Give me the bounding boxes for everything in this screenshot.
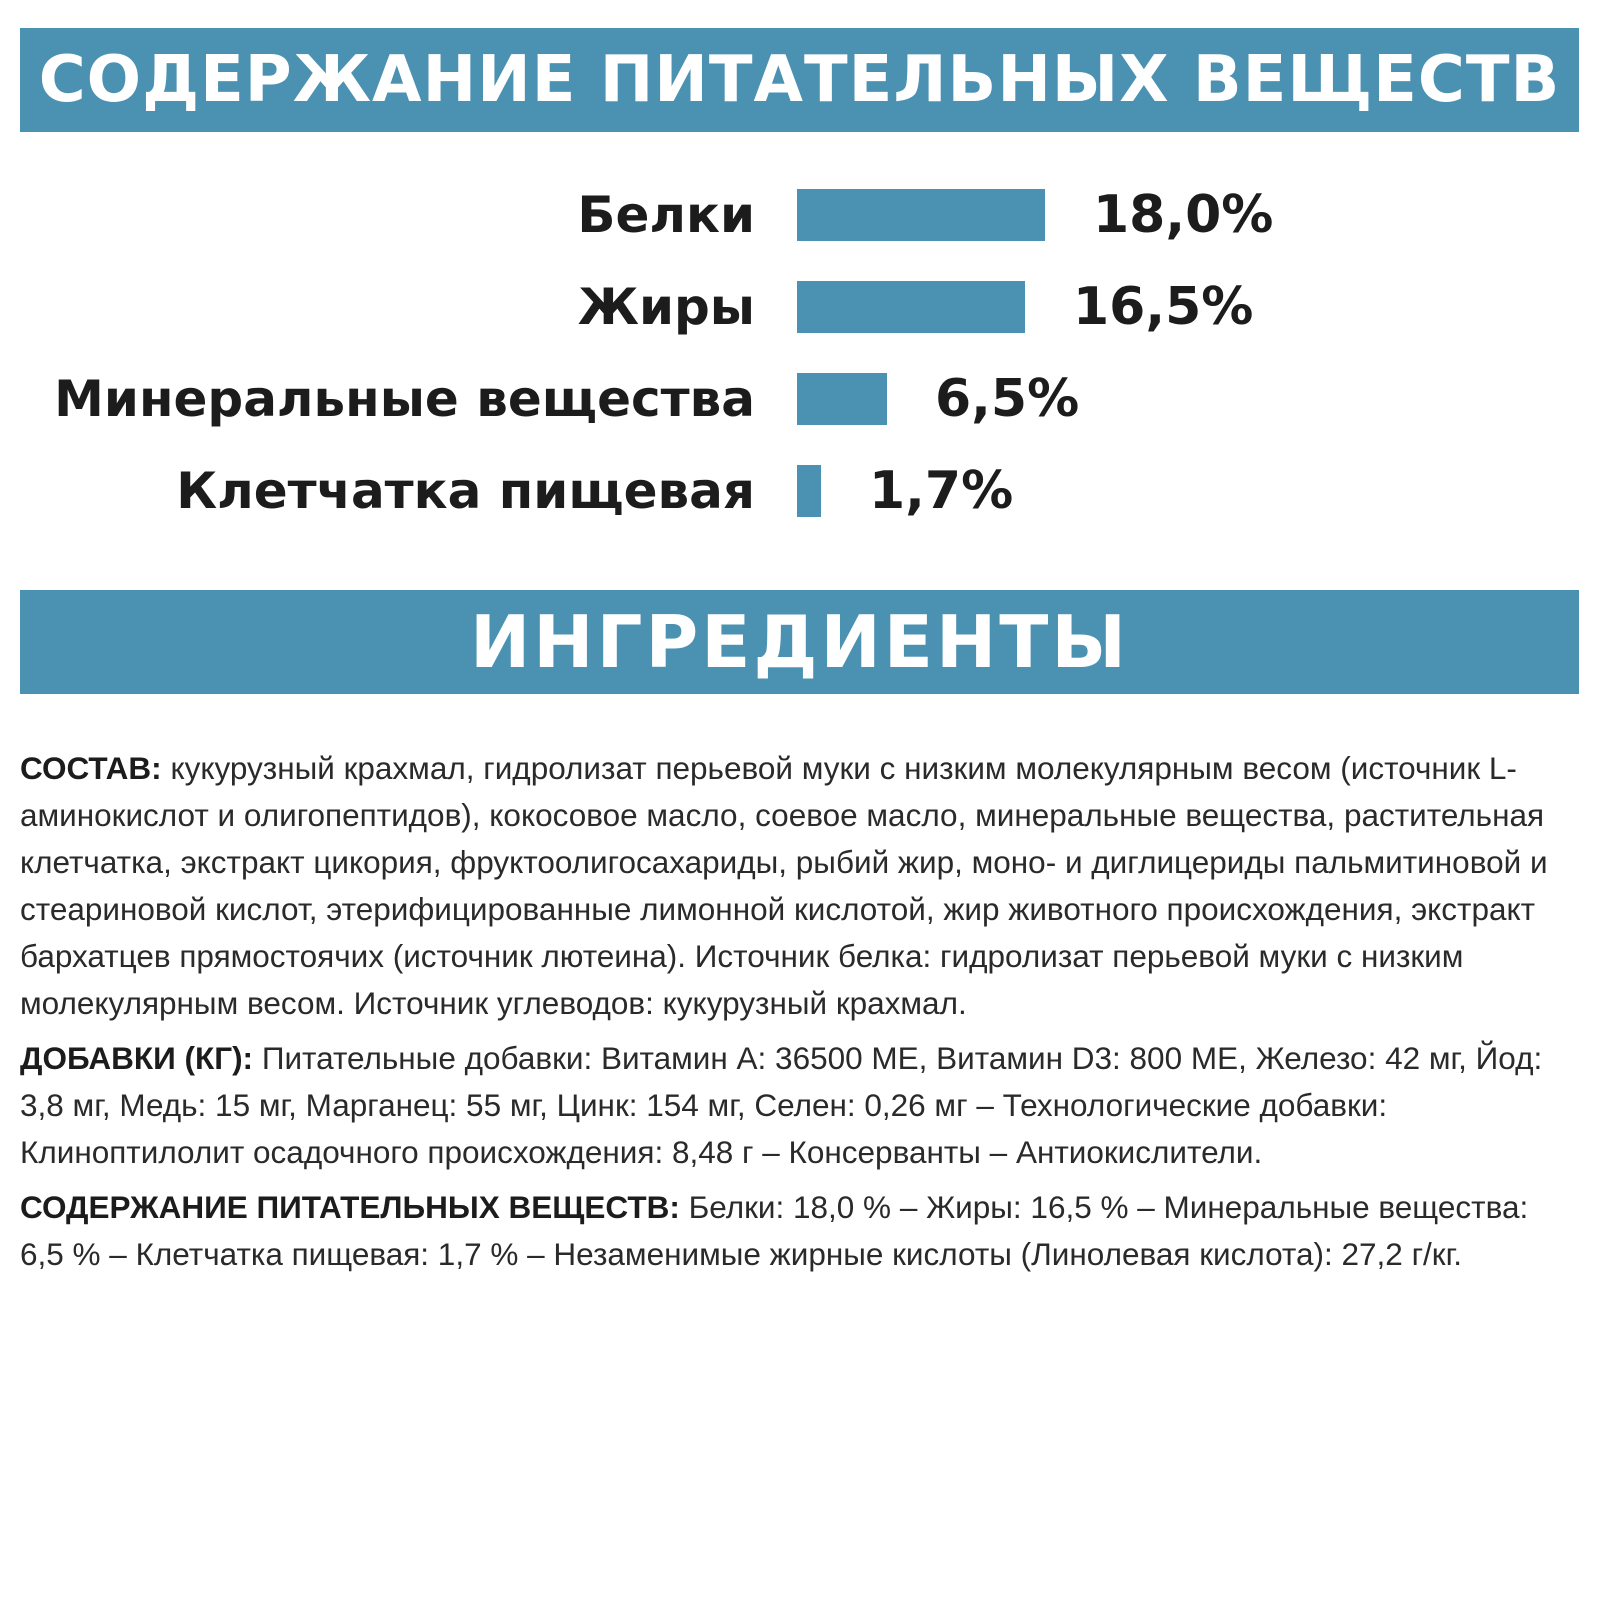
- nutrient-row: [0, 456, 1600, 526]
- composition-heading: СОСТАВ:: [20, 750, 162, 786]
- composition-text: кукурузный крахмал, гидролизат перьевой муки с низким молекулярным весом (источник L-аминокислот и олигопептидов), кокосовое масло, соевое масло, минеральные вещества, растительная клетчатка, экстракт цикория, фруктоолигосахариды, рыбий жир, моно- и диглицериды пальмитиновой и стеариновой кислот, этерифицированные лимонной кислотой, жир животного происхождения, экстракт бархатцев прямостоячих (источник лютеина). Источник белка: гидролизат перьевой муки с низким молекулярным весом. Источник углеводов: кукурузный крахмал.: [20, 750, 1548, 1021]
- nutrient-content-heading: СОДЕРЖАНИЕ ПИТАТЕЛЬНЫХ ВЕЩЕСТВ:: [20, 1189, 680, 1225]
- nutrient-bar: [797, 281, 1025, 333]
- nutrient-value: 6,5%: [935, 369, 1080, 429]
- additives-text: Питательные добавки: Витамин A: 36500 МЕ, Витамин D3: 800 МЕ, Железо: 42 мг, Йод: 3,8 мг, Медь: 15 мг, Марганец: 55 мг, Цинк: 154 мг, Селен: 0,26 мг – Технологические добавки: Клиноптилолит осадочного происхождения: 8,48 г – Консерванты – Антиокислители.: [20, 1040, 1543, 1170]
- nutrient-label: Клетчатка пищевая: [176, 462, 755, 520]
- ingredients-title: ИНГРЕДИЕНТЫ: [470, 600, 1129, 684]
- nutrient-label: Жиры: [577, 278, 755, 336]
- nutrient-value: 16,5%: [1073, 277, 1254, 337]
- additives-heading: ДОБАВКИ (КГ):: [20, 1040, 254, 1076]
- nutrient-label: Белки: [577, 186, 755, 244]
- nutrient-value: 18,0%: [1093, 185, 1274, 245]
- nutrient-value: 1,7%: [869, 461, 1014, 521]
- additives-paragraph: [20, 1035, 1580, 1176]
- nutrients-banner: [20, 28, 1579, 132]
- ingredients-banner: [20, 590, 1579, 694]
- ingredients-text: [20, 745, 1580, 1286]
- nutrients-title: СОДЕРЖАНИЕ ПИТАТЕЛЬНЫХ ВЕЩЕСТВ: [38, 43, 1561, 117]
- nutrient-bar: [797, 465, 821, 517]
- nutrient-row: [0, 272, 1600, 342]
- nutrient-content-paragraph: [20, 1184, 1580, 1278]
- nutrient-bar: [797, 373, 887, 425]
- composition-paragraph: [20, 745, 1580, 1027]
- nutrient-content-text: Белки: 18,0 % – Жиры: 16,5 % – Минеральные вещества: 6,5 % – Клетчатка пищевая: 1,7 % – Незаменимые жирные кислоты (Линолевая кислота): 27,2 г/кг.: [20, 1189, 1529, 1272]
- nutrient-bar: [797, 189, 1045, 241]
- nutrient-row: [0, 180, 1600, 250]
- nutrient-row: [0, 364, 1600, 434]
- nutrient-label: Минеральные вещества: [54, 370, 755, 428]
